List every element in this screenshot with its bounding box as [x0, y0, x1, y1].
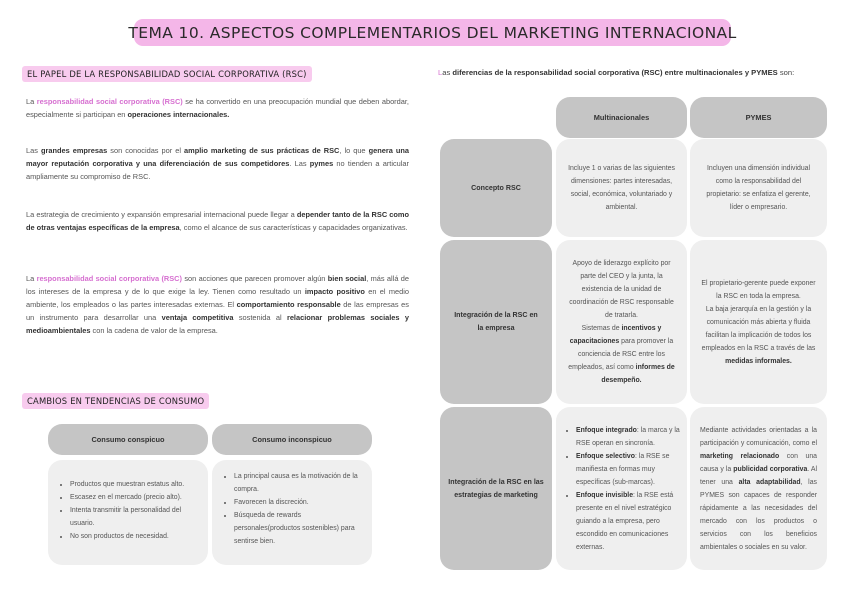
- list-item: • No son productos de necesidad.: [70, 530, 202, 543]
- paragraph-grandes-empresas: Las grandes empresas son conocidas por el amplio marketing de sus prácticas de RSC, lo que genera una mayor reputación corporativa y una diferenciación de sus competidores. Las pymes no tienden a articular ampliamente su compromiso de RSC.: [26, 146, 410, 181]
- list-item: • Favorecen la discreción.: [234, 496, 366, 509]
- consumo-inconspicuo-list: [212, 460, 372, 565]
- table-cell-integracion-pymes: El propietario-gerente puede exponer la RSC en toda la empresa. La baja jerarquía en la gestión y la comunicación más abierta y fluida facilitan la implicación de todos los empleados en la RSC a través de las medidas informales.: [690, 240, 827, 404]
- table-cell-concepto-multi: Incluye 1 o varias de las siguientes dimensiones: partes interesadas, social, económica, voluntariado y ambiental.: [556, 139, 687, 237]
- paragraph-rsc-intro: La responsabilidad social corporativa (RSC) se ha convertido en una preocupación mundial que deben abordar, especialmente si participan en operaciones internacionales.: [26, 97, 409, 119]
- paragraph-rsc-definicion: La responsabilidad social corporativa (RSC) son acciones que parecen promover algún bien social, más allá de los intereses de la empresa y de lo que exige la ley. Tienen como resultado un impacto positivo en el medio ambiente, los empleados o las partes interesadas externas. El comportamiento responsable de las empresas es un instrumento para desarrollar una ventaja competitiva sostenida al relacionar problemas sociales y medioambientales con la cadena de valor de la empresa.: [26, 274, 409, 335]
- table-cell-integracion-multi: Apoyo de liderazgo explícito por parte del CEO y la junta, la existencia de la unidad de coordinación de RSC responsable de tratarla. Sistemas de incentivos y capacitaciones para promover la conciencia de RSC entre los empleados, así como informes de desempeño.: [556, 240, 687, 404]
- section-heading-cambios: CAMBIOS EN TENDENCIAS DE CONSUMO: [22, 393, 209, 409]
- list-item: • Productos que muestran estatus alto.: [70, 478, 202, 491]
- table-cell-marketing-multi: [556, 407, 687, 570]
- consumo-conspicuo-list: [48, 460, 208, 565]
- list-item: • La principal causa es la motivación de la compra.: [234, 470, 366, 496]
- page-title: TEMA 10. ASPECTOS COMPLEMENTARIOS DEL MARKETING INTERNACIONAL: [134, 19, 731, 46]
- table-header-multinacionales: Multinacionales: [556, 97, 687, 138]
- paragraph-estrategia: La estrategia de crecimiento y expansión empresarial internacional puede llegar a depender tanto de la RSC como de otras ventajas específicas de la empresa, como el alcance de sus características y capacidades organizativas.: [26, 210, 410, 232]
- list-item: • Búsqueda de rewards personales(productos sostenibles) para sentirse bien.: [234, 509, 366, 548]
- consumo-inconspicuo-header: Consumo inconspicuo: [212, 424, 372, 455]
- table-row-label-integracion: Integración de la RSC en la empresa: [440, 240, 552, 404]
- list-item: • Enfoque integrado: la marca y la RSE operan en sincronía.: [576, 424, 681, 450]
- list-item: • Escasez en el mercado (precio alto).: [70, 491, 202, 504]
- table-intro: Las diferencias de la responsabilidad social corporativa (RSC) entre multinacionales y PYMES son:: [438, 68, 795, 77]
- table-cell-marketing-pymes: Mediante actividades orientadas a la participación y comunicación, como el marketing relacionado con una causa y la publicidad corporativa. Al tener una alta adaptabilidad, las PYMES son capaces de responder rápidamente a las necesidades del mercado con los productos o servicios con los beneficios ambientales o sociales en su valor.: [690, 407, 827, 570]
- table-cell-concepto-pymes: Incluyen una dimensión individual como la responsabilidad del propietario: se enfatiza el gerente, líder o empresario.: [690, 139, 827, 237]
- list-item: • Enfoque selectivo: la RSE se manifiesta en formas muy específicas (sub-marcas).: [576, 450, 681, 489]
- table-row-label-marketing: Integración de la RSC en las estrategias de marketing: [440, 407, 552, 570]
- consumo-conspicuo-header: Consumo conspicuo: [48, 424, 208, 455]
- section-heading-rsc: EL PAPEL DE LA RESPONSABILIDAD SOCIAL CORPORATIVA (RSC): [22, 66, 312, 82]
- list-item: • Enfoque invisible: la RSE está presente en el nivel estratégico guiando a la empresa, pero escondido en comunicaciones externas.: [576, 489, 681, 554]
- list-item: • Intenta transmitir la personalidad del usuario.: [70, 504, 202, 530]
- table-header-pymes: PYMES: [690, 97, 827, 138]
- table-row-label-concepto: Concepto RSC: [440, 139, 552, 237]
